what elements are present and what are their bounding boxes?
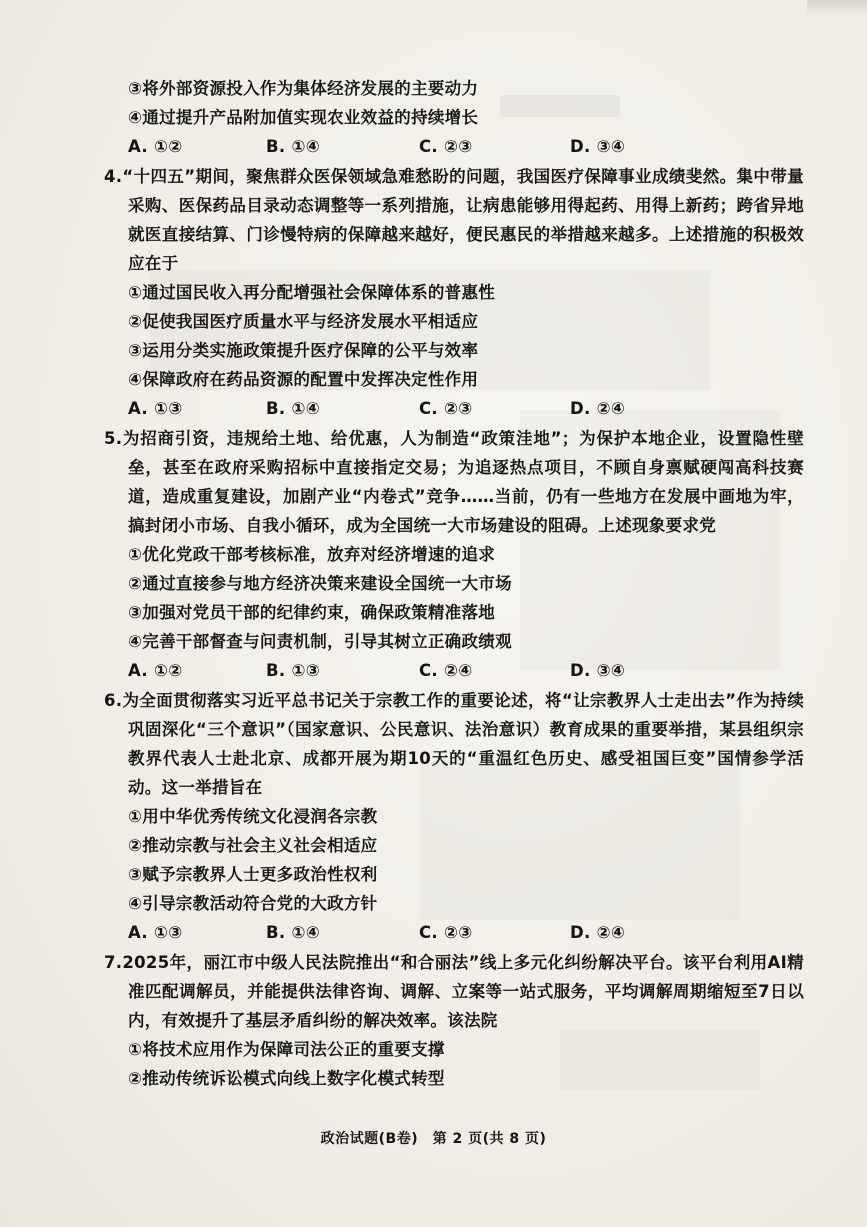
q6-choices bbox=[104, 918, 804, 947]
q5-option-2: ②通过直接参与地方经济决策来建设全国统一大市场 bbox=[128, 574, 512, 593]
q3-choice-a[interactable]: A. ①② bbox=[128, 137, 183, 156]
q4-choice-a[interactable]: A. ①③ bbox=[128, 399, 183, 418]
page-footer: 政治试题(B卷) 第 2 页(共 8 页) bbox=[320, 1131, 547, 1147]
q6-choice-c[interactable]: C. ②③ bbox=[419, 923, 473, 942]
q5-option-3: ③加强对党员干部的纪律约束，确保政策精准落地 bbox=[128, 603, 496, 622]
q5-option-4: ④完善干部督查与问责机制，引导其树立正确政绩观 bbox=[128, 632, 512, 651]
q4-choices bbox=[104, 394, 804, 423]
q3-option-3: ③将外部资源投入作为集体经济发展的主要动力 bbox=[128, 79, 479, 98]
q6-choice-b[interactable]: B. ①④ bbox=[266, 923, 321, 942]
q6-stem: 6.为全面贯彻落实习近平总书记关于宗教工作的重要论述，将“让宗教界人士走出去”作为持续巩固深化“三个意识”（国家意识、公民意识、法治意识）教育成果的重要举措，某县组织宗教界代表人士赴北京、成都开展为期10天的“重温红色历史、感受祖国巨变”国情参学活动。这一举措旨在 bbox=[104, 691, 804, 797]
q6-option-3: ③赋予宗教界人士更多政治性权利 bbox=[128, 865, 378, 884]
q5-option-1: ①优化党政干部考核标准，放弃对经济增速的追求 bbox=[128, 545, 496, 564]
q3-choices bbox=[104, 132, 804, 161]
q7-option-2: ②推动传统诉讼模式向线上数字化模式转型 bbox=[128, 1069, 445, 1088]
q6-option-2: ②推动宗教与社会主义社会相适应 bbox=[128, 836, 378, 855]
q5-choice-a[interactable]: A. ①② bbox=[128, 661, 183, 680]
q4-option-1: ①通过国民收入再分配增强社会保障体系的普惠性 bbox=[128, 283, 496, 302]
q7-option-1: ①将技术应用作为保障司法公正的重要支撑 bbox=[128, 1040, 445, 1059]
q4-choice-c[interactable]: C. ②③ bbox=[419, 399, 473, 418]
scan-edge-mark bbox=[807, 0, 867, 14]
q4-stem: 4.“十四五”期间，聚焦群众医保领域急难愁盼的问题，我国医疗保障事业成绩斐然。集中带量采购、医保药品目录动态调整等一系列措施，让病患能够用得起药、用得上新药；跨省异地就医直接结算、门诊慢特病的保障越来越好，便民惠民的举措越来越多。上述措施的积极效应在于 bbox=[104, 167, 804, 273]
question-5 bbox=[104, 424, 804, 685]
q5-choice-b[interactable]: B. ①③ bbox=[266, 661, 321, 680]
question-4 bbox=[104, 162, 804, 423]
q3-choice-c[interactable]: C. ②③ bbox=[419, 137, 473, 156]
q3-choice-d[interactable]: D. ③④ bbox=[570, 137, 626, 156]
q3-option-4: ④通过提升产品附加值实现农业效益的持续增长 bbox=[128, 108, 479, 127]
q4-choice-b[interactable]: B. ①④ bbox=[266, 399, 321, 418]
q5-choices bbox=[104, 656, 804, 685]
q5-stem: 5.为招商引资，违规给土地、给优惠，人为制造“政策洼地”；为保护本地企业，设置隐性壁垒，甚至在政府采购招标中直接指定交易；为追逐热点项目，不顾自身禀赋硬闯高科技赛道，造成重复建设，加剧产业“内卷式”竞争……当前，仍有一些地方在发展中画地为牢，搞封闭小市场、自我小循环，成为全国统一大市场建设的阻碍。上述现象要求党 bbox=[104, 429, 804, 535]
q6-option-1: ①用中华优秀传统文化浸润各宗教 bbox=[128, 807, 378, 826]
question-7 bbox=[104, 948, 804, 1093]
question-6 bbox=[104, 686, 804, 947]
q4-choice-d[interactable]: D. ②④ bbox=[570, 399, 626, 418]
q4-option-2: ②促使我国医疗质量水平与经济发展水平相适应 bbox=[128, 312, 479, 331]
q6-option-4: ④引导宗教活动符合党的大政方针 bbox=[128, 894, 378, 913]
q5-choice-c[interactable]: C. ②④ bbox=[419, 661, 473, 680]
q6-choice-d[interactable]: D. ②④ bbox=[570, 923, 626, 942]
question-content bbox=[104, 74, 804, 1093]
q4-option-3: ③运用分类实施政策提升医疗保障的公平与效率 bbox=[128, 341, 479, 360]
q4-option-4: ④保障政府在药品资源的配置中发挥决定性作用 bbox=[128, 370, 479, 389]
q6-choice-a[interactable]: A. ①③ bbox=[128, 923, 183, 942]
q3-choice-b[interactable]: B. ①④ bbox=[266, 137, 321, 156]
q5-choice-d[interactable]: D. ③④ bbox=[570, 661, 626, 680]
q7-stem: 7.2025年，丽江市中级人民法院推出“和合丽法”线上多元化纠纷解决平台。该平台利用AI精准匹配调解员，并能提供法律咨询、调解、立案等一站式服务，平均调解周期缩短至7日以内，有效提升了基层矛盾纠纷的解决效率。该法院 bbox=[104, 953, 804, 1030]
question-3-continued bbox=[104, 74, 804, 161]
